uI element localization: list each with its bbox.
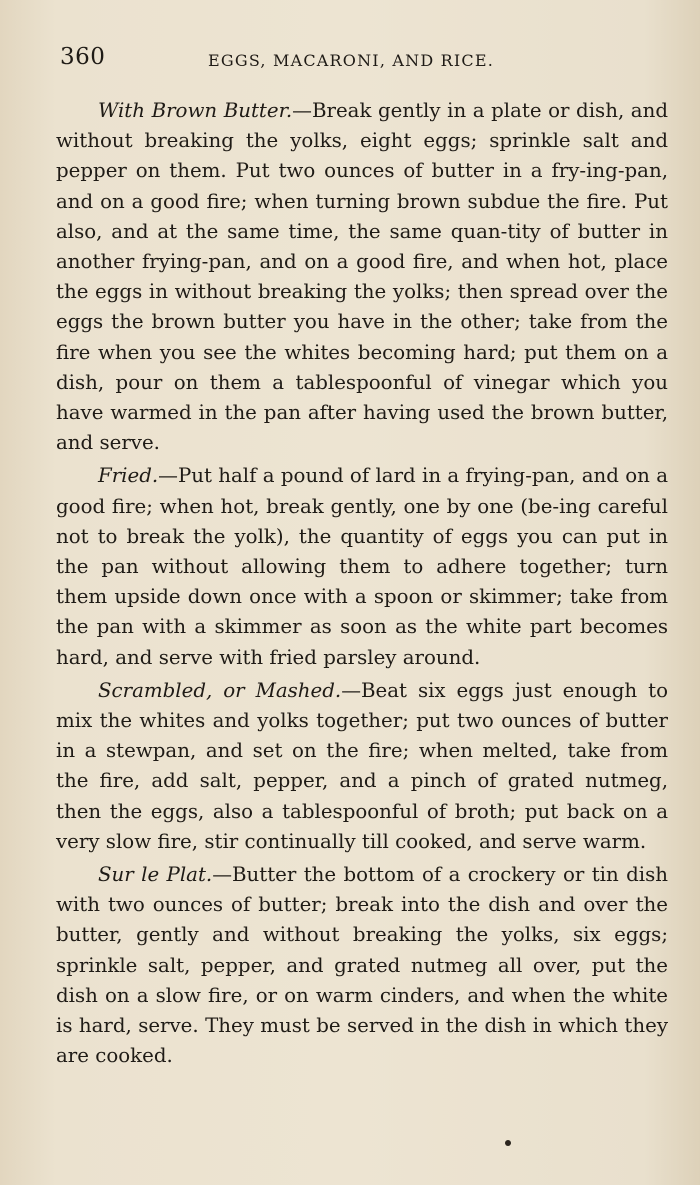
recipe-text: —Butter the bottom of a crockery or tin dish with two ounces of butter; break into the dish and over the butter, gently and without breaking the yolks, six eggs; sprinkle salt, pepper, and grated nutmeg all over, put the dish on a slow fire, or on warm cinders, and when the white is hard, serve. They must be served in the dish in which they are cooked. — [56, 863, 668, 1068]
recipe-fried — [56, 461, 668, 672]
ink-dot — [505, 1140, 511, 1146]
recipe-text: —Put half a pound of lard in a frying-pan, and on a good fire; when hot, break gently, one by one (be-ing careful not to break the yolk), the quantity of eggs you can put in the pan without allowing them to adhere together; turn them upside down once with a spoon or skimmer; take from the pan with a skimmer as soon as the white part becomes hard, and serve with fried parsley around. — [56, 464, 668, 669]
recipe-title: Fried. — [98, 464, 159, 488]
recipe-brown-butter — [56, 96, 668, 458]
recipe-sur-le-plat — [56, 860, 668, 1071]
recipe-title: Scrambled, or Mashed. — [98, 678, 342, 702]
recipe-title: Sur le Plat. — [98, 863, 213, 887]
recipe-text: —Beat six eggs just enough to mix the whites and yolks together; put two ounces of butter in a stewpan, and set on the fire; when melted, take from the fire, add salt, pepper, and a pinch of grated nutmeg, then the eggs, also a tablespoonful of broth; put back on a very slow fire, stir continually till cooked, and serve warm. — [56, 678, 668, 853]
recipe-title: With Brown Butter. — [98, 99, 293, 122]
page-body — [56, 96, 668, 1075]
recipe-text: —Break gently in a plate or dish, and without breaking the yolks, eight eggs; sprinkle salt and pepper on them. Put two ounces of butter in a fry-ing-pan, and on a good fire; when turning brown subdue the fire. Put also, and at the same time, the same quan-tity of butter in another frying-pan, and on a good fire, and when hot, place the eggs in without breaking the yolks; then spread over the eggs the brown butter you have in the other; take from the fire when you see the whites becoming hard; put them on a dish, pour on them a tablespoonful of vinegar which you have warmed in the pan after having used the brown butter, and serve. — [56, 99, 668, 455]
running-head: EGGS, MACARONI, AND RICE. — [208, 51, 495, 70]
page-header — [60, 44, 670, 78]
recipe-scrambled — [56, 676, 668, 857]
page-number: 360 — [60, 44, 106, 70]
